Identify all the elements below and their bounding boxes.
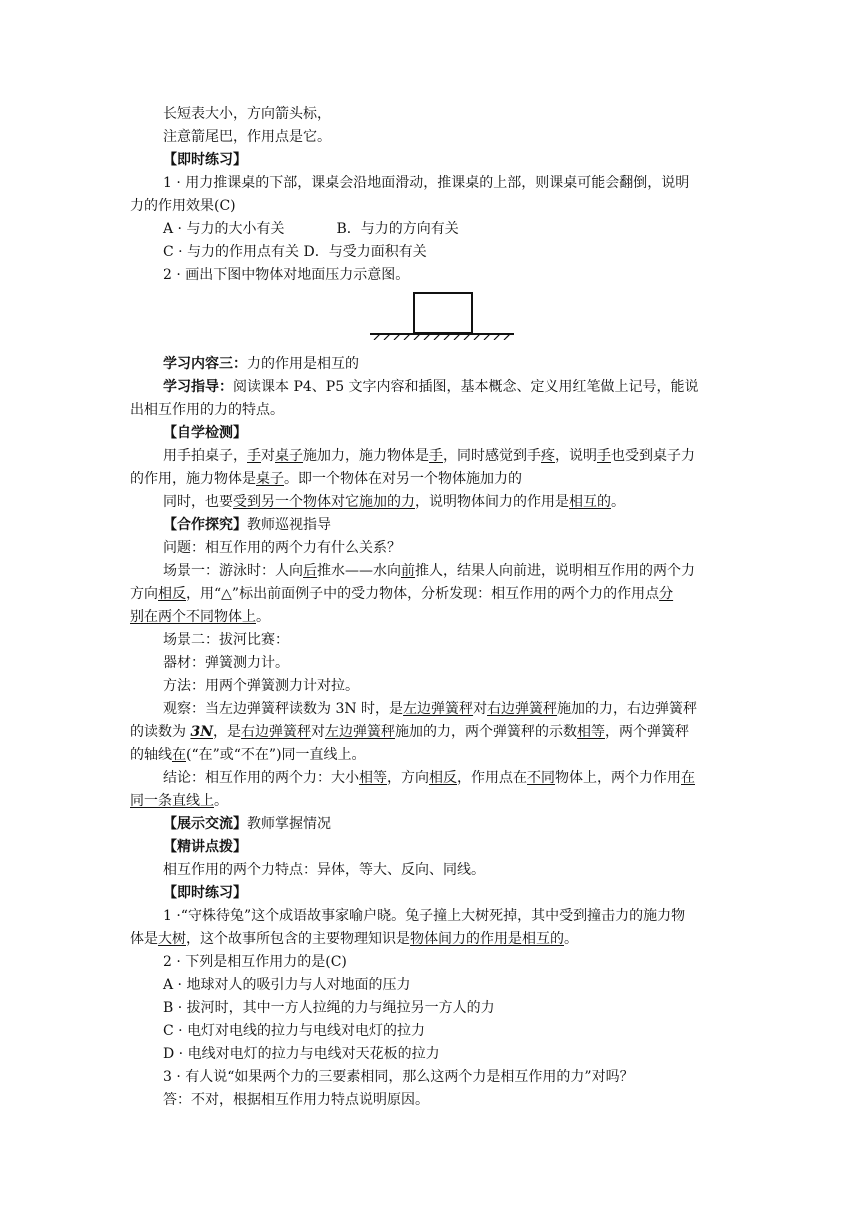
mnemonic-line-2: 注意箭尾巴，作用点是它。 (163, 129, 331, 145)
question-relation: 问题：相互作用的两个力有什么关系？ (163, 540, 401, 556)
text-segment: 场景一：游泳时：人向 (163, 563, 303, 579)
answer-blank: 不同 (527, 770, 555, 786)
show-label: 【展示交流】 (163, 816, 247, 832)
observation-line-1 (163, 699, 697, 719)
section-heading-cooperative (163, 515, 331, 535)
scene-1-line-2 (130, 584, 673, 604)
learning-guidance (163, 377, 699, 397)
observation-line-2 (130, 722, 689, 742)
exercise-3-question: 3 · 有人说“如果两个力的三要素相同，那么这两个力是相互作用的力”对吗？ (163, 1069, 634, 1085)
scene-1-line-3 (130, 607, 270, 627)
answer-blank: 分 (659, 586, 674, 602)
mnemonic-line-1: 长短表大小，方向箭头标， (163, 106, 331, 122)
text-segment: 的轴线 (130, 747, 172, 763)
exercise-2-option-d: D · 电线对电灯的拉力与电线对天花板的拉力 (163, 1046, 440, 1062)
self-check-line-2 (130, 469, 522, 489)
text-segment: 用手拍桌子， (163, 448, 247, 464)
text-segment: 。即一个物体在对另一个物体施加力的 (284, 471, 522, 487)
text-segment: 。 (214, 793, 228, 809)
section-heading-practice: 【即时练习】 (163, 152, 247, 168)
learning-guidance-text: 阅读课本 P4、P5 文字内容和插图，基本概念、定义用红笔做上记号，能说 (233, 379, 699, 395)
text-segment: 1 ·“守株待兔”这个成语故事家喻户晓。兔子撞上大树死掉，其中受到撞击力的施力物 (163, 908, 686, 924)
answer-blank: 右边弹簧秤 (241, 724, 311, 740)
question-2-text: 2 · 画出下图中物体对地面压力示意图。 (163, 267, 410, 283)
answer-blank: 别在两个不同物体上 (130, 609, 256, 625)
option-row-cd: C · 与力的作用点有关 D．与受力面积有关 (163, 244, 427, 260)
learning-content-label: 学习内容三： (163, 356, 247, 372)
learning-content-3 (163, 354, 359, 374)
text-segment: 对 (473, 701, 488, 717)
text-segment: ，作用点在 (457, 770, 527, 786)
learning-guidance-label: 学习指导： (163, 379, 233, 395)
text-segment: 也受到桌子力 (611, 448, 695, 464)
text-segment: 推水——水向 (317, 563, 401, 579)
learning-content-title: 力的作用是相互的 (247, 356, 359, 372)
text-segment: ，同时感觉到手 (443, 448, 541, 464)
text-segment: 。 (611, 494, 625, 510)
text-segment: 结论：相互作用的两个力：大小 (163, 770, 359, 786)
answer-blank: 相反 (158, 586, 186, 602)
text-segment: 的读数为 (130, 724, 191, 740)
question-1-text-cont: 力的作用效果(C) (130, 198, 236, 214)
text-segment: 观察：当左边弹簧秤读数为 3N 时，是 (163, 701, 404, 717)
answer-blank: 手 (247, 448, 261, 464)
text-segment: 对 (311, 724, 325, 740)
cooperative-label: 【合作探究】 (163, 517, 247, 533)
text-segment: 对 (261, 448, 275, 464)
answer-blank: 疼 (541, 448, 555, 464)
box-shape (414, 293, 472, 333)
answer-blank: 相反 (429, 770, 457, 786)
answer-blank: 同一条直线上 (130, 793, 214, 809)
key-points-text: 相互作用的两个力特点：异体，等大、反向、同线。 (163, 862, 485, 878)
text-segment: ，是 (213, 724, 241, 740)
scene-2-title: 场景二：拔河比赛： (163, 632, 289, 648)
text-segment: ，说明物体间力的作用是 (415, 494, 569, 510)
answer-blank: 左边弹簧秤 (403, 701, 474, 717)
answer-blank: 前 (401, 563, 415, 579)
text-segment: 体是 (130, 931, 158, 947)
exercise-1-line-1 (163, 906, 685, 926)
section-heading-practice-2: 【即时练习】 (163, 885, 247, 901)
text-segment: ，说明 (555, 448, 597, 464)
exercise-3-answer: 答：不对，根据相互作用力特点说明原因。 (163, 1092, 429, 1108)
answer-blank: 相等 (577, 724, 605, 740)
answer-blank: 相等 (359, 770, 387, 786)
conclusion-line-2 (130, 791, 228, 811)
show-note: 教师掌握情况 (247, 816, 331, 832)
question-1-text: 1 · 用力推课桌的下部，课桌会沿地面滑动，推课桌的上部，则课桌可能会翻倒，说明 (163, 175, 690, 191)
section-heading-show (163, 814, 331, 834)
text-segment: 施加的力，两个弹簧秤的示数 (395, 724, 577, 740)
exercise-2-option-c: C · 电灯对电线的拉力与电线对电灯的拉力 (163, 1023, 426, 1039)
text-segment: 物体上，两个力作用 (555, 770, 681, 786)
text-segment: 同时，也要 (163, 494, 233, 510)
text-segment: ，方向 (387, 770, 429, 786)
answer-blank: 物体间力的作用是相互的 (410, 931, 564, 947)
text-segment: 推人，结果人向前进，说明相互作用的两个力 (415, 563, 695, 579)
exercise-2-option-a: A · 地球对人的吸引力与人对地面的压力 (163, 977, 411, 993)
observation-line-3 (130, 745, 366, 765)
answer-blank: 手 (429, 448, 443, 464)
answer-blank: 手 (597, 448, 611, 464)
text-segment: ，用“△”标出前面例子中的受力物体，分析发现：相互作用的两个力的作用点 (186, 586, 660, 602)
answer-blank: 桌子 (256, 471, 284, 487)
text-segment: 。 (256, 609, 270, 625)
cooperative-note: 教师巡视指导 (247, 517, 331, 533)
text-segment: (“在”或“不在”)同一直线上。 (186, 747, 366, 763)
option-b: B．与力的方向有关 (336, 221, 459, 237)
text-segment: 方向 (130, 586, 158, 602)
text-segment: 施加的力，右边弹簧秤 (557, 701, 698, 717)
conclusion-line-1 (163, 768, 695, 788)
answer-blank: 大树 (158, 931, 186, 947)
text-segment: 。 (564, 931, 578, 947)
self-check-line-3 (163, 492, 625, 512)
box-on-ground-figure (368, 290, 516, 340)
answer-blank: 受到另一个物体对它施加的力 (233, 494, 415, 510)
answer-blank: 3N (190, 724, 213, 740)
answer-blank: 相互的 (569, 494, 611, 510)
exercise-2-question: 2 · 下列是相互作用力的是(C) (163, 954, 347, 970)
answer-blank: 在 (681, 770, 695, 786)
exercise-2-option-b: B · 拔河时，其中一方人拉绳的力与绳拉另一方人的力 (163, 1000, 495, 1016)
answer-blank: 在 (172, 747, 186, 763)
option-row-ab (163, 219, 459, 239)
text-segment: ，这个故事所包含的主要物理知识是 (186, 931, 410, 947)
option-a: A · 与力的大小有关 (163, 221, 285, 237)
scene-2-equipment: 器材：弹簧测力计。 (163, 655, 289, 671)
scene-1-line-1 (163, 561, 695, 581)
section-heading-self-check: 【自学检测】 (163, 425, 247, 441)
text-segment: 施加力，施力物体是 (303, 448, 429, 464)
answer-blank: 右边弹簧秤 (487, 701, 558, 717)
answer-blank: 后 (303, 563, 317, 579)
answer-blank: 桌子 (275, 448, 303, 464)
text-segment: ，两个弹簧秤 (605, 724, 689, 740)
scene-2-method: 方法：用两个弹簧测力计对拉。 (163, 678, 359, 694)
text-segment: 的作用，施力物体是 (130, 471, 256, 487)
learning-guidance-cont: 出相互作用的力的特点。 (130, 402, 284, 418)
section-heading-key-points: 【精讲点拨】 (163, 839, 247, 855)
answer-blank: 左边弹簧秤 (325, 724, 395, 740)
self-check-line-1 (163, 446, 695, 466)
exercise-1-line-2 (130, 929, 578, 949)
